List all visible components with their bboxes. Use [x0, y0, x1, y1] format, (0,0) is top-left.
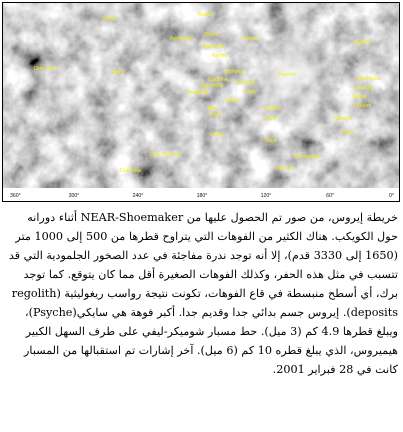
map-label: Heathcliff — [186, 90, 209, 96]
map-label: Pare — [210, 112, 222, 118]
map-label: Lolita — [210, 132, 223, 138]
map-label: Haloa — [352, 94, 367, 100]
map-label: Avicenna — [202, 44, 225, 50]
longitude-tick-label: 180° — [196, 193, 208, 199]
map-label: Rehtin — [212, 53, 228, 59]
map-label: Pao-yu — [276, 166, 294, 172]
map-label: Ghulan — [354, 103, 372, 109]
map-label: Don Juan — [34, 66, 58, 72]
map-label: Fatima — [264, 106, 281, 112]
map-label: Dulcinea — [120, 168, 141, 174]
map-label: Fernando — [170, 36, 194, 42]
map-label: Hela — [342, 130, 354, 136]
map-label: Proserpina — [294, 154, 321, 160]
map-label: Orpheus — [224, 69, 245, 75]
map-label: Mahal — [198, 12, 213, 18]
map-label: Parvati — [242, 36, 259, 42]
longitude-tick-label: 120° — [260, 193, 272, 199]
map-label: Kalkhe — [354, 40, 371, 46]
map-label: Don Quixote — [150, 152, 180, 158]
map-label: Psyche — [278, 72, 296, 78]
map-label: Genji — [264, 116, 277, 122]
map-label: Narcissus — [357, 76, 381, 82]
map-caption: خريطة إيروس، من صور تم الحصول عليها من NEAR-Shoemaker أثناء دورانه حول الكويكب. هناك الكثير من الفوهات التي يتراوح قطرها من 500 إلى 1000 متر (1650 إلى 3330 قدم)، إلا أنه توجد ندرة مفاجئة في عدد الصخور الجلمودية التي قد تتسبب في مثل هذه الحفر، وكذلك الفوهات الصغيرة أقل مما كان يتوقع. كما توجد برك، أي أسطح منبسطة في قاع الفوهات، تكونت نتيجة رواسب ريغوليثية (regolith deposits). إيروس جسم بدائي جدا وقديم جدا. أكبر فوهة هي سايكي(Psyche)، ويبلغ قطرها 4.9 كم (3 ميل). حط مسبار شوميكر-ليفي على طرف السهل الكبير هيميروس، الذي يبلغ قطره 10 كم (6 ميل). آخر إشارات تم استقبالها من المسبار كانت في 28 فبراير 2001. — [8, 211, 398, 376]
map-label: Lovelock — [234, 80, 256, 86]
map-label: Jahan — [102, 16, 117, 22]
map-label: Catalina — [208, 77, 228, 83]
longitude-tick-label: 300° — [68, 193, 80, 199]
map-label: Boris — [112, 70, 125, 76]
eros-map — [2, 2, 400, 202]
map-label: Nilsson — [334, 116, 352, 122]
map-label: Zhara — [204, 32, 219, 38]
map-label: Mar — [208, 106, 218, 112]
longitude-tick-label: 0° — [389, 193, 394, 199]
longitude-tick-label: 60° — [326, 193, 334, 199]
map-label: Ricky — [244, 89, 258, 95]
map-label: Leander — [354, 85, 374, 91]
map-label: Mario — [226, 98, 240, 104]
longitude-tick-label: 360° — [10, 193, 21, 199]
map-label: Hermione — [200, 83, 224, 89]
longitude-tick-label: 240° — [132, 193, 144, 199]
map-label: Taiyo — [264, 138, 277, 144]
